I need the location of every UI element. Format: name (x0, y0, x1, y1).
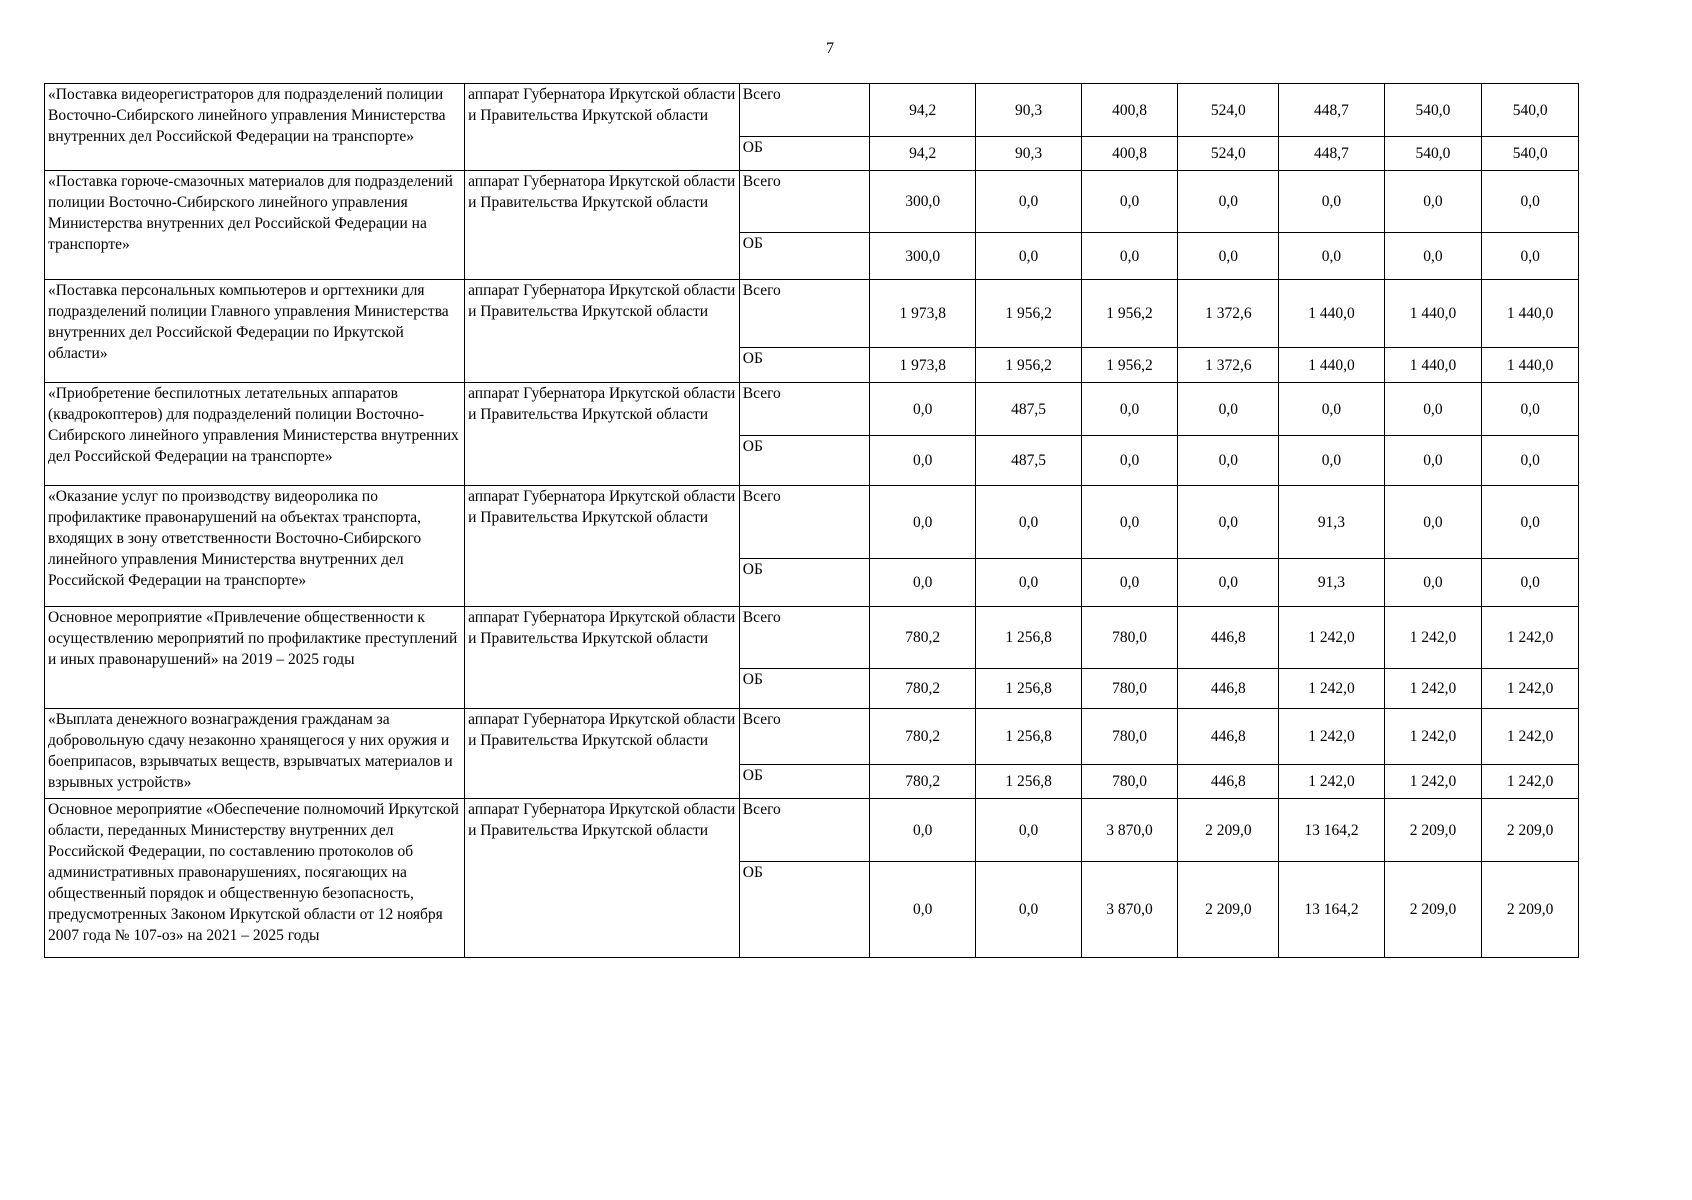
amount-cell: 2 209,0 (1482, 862, 1579, 958)
activity-name: «Оказание услуг по производству видеоролика по профилактике правонарушений на объектах транспорта, входящих в зону ответственности Восточно-Сибирского линейного управления Министерства внутренних дел Российской Федерации на транспорте» (45, 486, 465, 607)
amount-cell: 0,0 (1081, 559, 1178, 607)
amount-cell: 90,3 (976, 137, 1081, 171)
amount-cell: 780,2 (870, 709, 976, 765)
funding-source: ОБ (739, 559, 869, 607)
funding-source: Всего (739, 799, 869, 862)
amount-cell: 0,0 (1178, 559, 1279, 607)
amount-cell: 1 973,8 (870, 348, 976, 383)
amount-cell: 446,8 (1178, 669, 1279, 709)
amount-cell: 91,3 (1279, 559, 1384, 607)
amount-cell: 780,0 (1081, 709, 1178, 765)
amount-cell: 1 440,0 (1482, 280, 1579, 348)
amount-cell: 1 242,0 (1279, 765, 1384, 799)
amount-cell: 300,0 (870, 233, 976, 280)
amount-cell: 1 372,6 (1178, 348, 1279, 383)
amount-cell: 0,0 (870, 559, 976, 607)
amount-cell: 1 956,2 (976, 280, 1081, 348)
amount-cell: 1 242,0 (1482, 607, 1579, 669)
activity-name: «Поставка персональных компьютеров и оргтехники для подразделений полиции Главного управления Министерства внутренних дел Российской Федерации по Иркутской области» (45, 280, 465, 383)
amount-cell: 0,0 (1178, 486, 1279, 559)
amount-cell: 540,0 (1482, 137, 1579, 171)
amount-cell: 94,2 (870, 84, 976, 137)
amount-cell: 0,0 (1384, 171, 1482, 233)
table-row (45, 709, 1579, 765)
amount-cell: 2 209,0 (1384, 799, 1482, 862)
funding-source: ОБ (739, 137, 869, 171)
funding-source: Всего (739, 709, 869, 765)
amount-cell: 0,0 (976, 559, 1081, 607)
activity-name: «Поставка видеорегистраторов для подразделений полиции Восточно-Сибирского линейного управления Министерства внутренних дел Российской Федерации на транспорте» (45, 84, 465, 171)
amount-cell: 1 242,0 (1384, 669, 1482, 709)
amount-cell: 0,0 (1482, 171, 1579, 233)
amount-cell: 1 372,6 (1178, 280, 1279, 348)
amount-cell: 446,8 (1178, 709, 1279, 765)
amount-cell: 1 440,0 (1384, 348, 1482, 383)
amount-cell: 1 256,8 (976, 607, 1081, 669)
activity-name: «Поставка горюче-смазочных материалов для подразделений полиции Восточно-Сибирского линейного управления Министерства внутренних дел Российской Федерации на транспорте» (45, 171, 465, 280)
amount-cell: 0,0 (870, 383, 976, 436)
amount-cell: 540,0 (1384, 84, 1482, 137)
funding-source: ОБ (739, 669, 869, 709)
table-row (45, 280, 1579, 348)
executor: аппарат Губернатора Иркутской области и Правительства Иркутской области (465, 486, 740, 607)
amount-cell: 1 440,0 (1384, 280, 1482, 348)
amount-cell: 0,0 (976, 799, 1081, 862)
amount-cell: 1 242,0 (1384, 765, 1482, 799)
amount-cell: 1 242,0 (1482, 765, 1579, 799)
amount-cell: 1 973,8 (870, 280, 976, 348)
amount-cell: 0,0 (1482, 486, 1579, 559)
amount-cell: 13 164,2 (1279, 862, 1384, 958)
amount-cell: 0,0 (870, 486, 976, 559)
amount-cell: 0,0 (1384, 486, 1482, 559)
amount-cell: 1 956,2 (1081, 280, 1178, 348)
amount-cell: 0,0 (1279, 436, 1384, 486)
activity-name: Основное мероприятие «Обеспечение полномочий Иркутской области, переданных Министерству внутренних дел Российской Федерации, по составлению протоколов об административных правонарушениях, посягающих на общественный порядок и общественную безопасность, предусмотренных Законом Иркутской области от 12 ноября 2007 года № 107-оз» на 2021 – 2025 годы (45, 799, 465, 958)
amount-cell: 0,0 (1482, 233, 1579, 280)
amount-cell: 3 870,0 (1081, 862, 1178, 958)
funding-source: ОБ (739, 862, 869, 958)
amount-cell: 1 956,2 (976, 348, 1081, 383)
executor: аппарат Губернатора Иркутской области и Правительства Иркутской области (465, 171, 740, 280)
amount-cell: 0,0 (870, 436, 976, 486)
amount-cell: 13 164,2 (1279, 799, 1384, 862)
amount-cell: 1 242,0 (1279, 607, 1384, 669)
amount-cell: 1 242,0 (1279, 669, 1384, 709)
amount-cell: 1 242,0 (1279, 709, 1384, 765)
amount-cell: 2 209,0 (1178, 862, 1279, 958)
amount-cell: 487,5 (976, 383, 1081, 436)
amount-cell: 0,0 (1081, 436, 1178, 486)
amount-cell: 94,2 (870, 137, 976, 171)
amount-cell: 0,0 (1178, 233, 1279, 280)
executor: аппарат Губернатора Иркутской области и Правительства Иркутской области (465, 383, 740, 486)
amount-cell: 487,5 (976, 436, 1081, 486)
amount-cell: 1 440,0 (1482, 348, 1579, 383)
amount-cell: 1 242,0 (1482, 709, 1579, 765)
amount-cell: 780,0 (1081, 669, 1178, 709)
funding-source: ОБ (739, 436, 869, 486)
amount-cell: 0,0 (1482, 559, 1579, 607)
table-row (45, 171, 1579, 233)
amount-cell: 1 242,0 (1384, 709, 1482, 765)
amount-cell: 0,0 (976, 233, 1081, 280)
amount-cell: 0,0 (1081, 486, 1178, 559)
amount-cell: 1 956,2 (1081, 348, 1178, 383)
amount-cell: 1 256,8 (976, 709, 1081, 765)
amount-cell: 0,0 (1384, 436, 1482, 486)
amount-cell: 0,0 (1482, 436, 1579, 486)
amount-cell: 780,0 (1081, 607, 1178, 669)
amount-cell: 0,0 (1482, 383, 1579, 436)
amount-cell: 0,0 (1178, 436, 1279, 486)
amount-cell: 448,7 (1279, 137, 1384, 171)
activity-name: «Приобретение беспилотных летательных аппаратов (квадрокоптеров) для подразделений полиции Восточно-Сибирского линейного управления Министерства внутренних дел Российской Федерации на транспорте» (45, 383, 465, 486)
amount-cell: 446,8 (1178, 765, 1279, 799)
amount-cell: 524,0 (1178, 137, 1279, 171)
funding-source: ОБ (739, 233, 869, 280)
amount-cell: 400,8 (1081, 84, 1178, 137)
amount-cell: 0,0 (1178, 171, 1279, 233)
table-row (45, 607, 1579, 669)
amount-cell: 0,0 (976, 862, 1081, 958)
funding-source: Всего (739, 171, 869, 233)
amount-cell: 1 440,0 (1279, 280, 1384, 348)
page-number: 7 (826, 40, 834, 57)
amount-cell: 0,0 (1384, 233, 1482, 280)
amount-cell: 2 209,0 (1178, 799, 1279, 862)
executor: аппарат Губернатора Иркутской области и Правительства Иркутской области (465, 709, 740, 799)
amount-cell: 400,8 (1081, 137, 1178, 171)
amount-cell: 0,0 (976, 171, 1081, 233)
executor: аппарат Губернатора Иркутской области и Правительства Иркутской области (465, 799, 740, 958)
funding-source: Всего (739, 84, 869, 137)
table-row (45, 383, 1579, 436)
amount-cell: 0,0 (1279, 233, 1384, 280)
activity-name: Основное мероприятие «Привлечение общественности к осуществлению мероприятий по профилактике преступлений и иных правонарушений» на 2019 – 2025 годы (45, 607, 465, 709)
executor: аппарат Губернатора Иркутской области и Правительства Иркутской области (465, 84, 740, 171)
amount-cell: 524,0 (1178, 84, 1279, 137)
funding-source: Всего (739, 486, 869, 559)
amount-cell: 2 209,0 (1384, 862, 1482, 958)
amount-cell: 446,8 (1178, 607, 1279, 669)
amount-cell: 540,0 (1384, 137, 1482, 171)
amount-cell: 0,0 (1081, 233, 1178, 280)
funding-source: ОБ (739, 765, 869, 799)
funding-source: Всего (739, 607, 869, 669)
amount-cell: 0,0 (1178, 383, 1279, 436)
amount-cell: 0,0 (1081, 171, 1178, 233)
amount-cell: 0,0 (1279, 383, 1384, 436)
table-row (45, 486, 1579, 559)
amount-cell: 448,7 (1279, 84, 1384, 137)
amount-cell: 0,0 (870, 862, 976, 958)
amount-cell: 1 440,0 (1279, 348, 1384, 383)
amount-cell: 0,0 (1384, 559, 1482, 607)
amount-cell: 90,3 (976, 84, 1081, 137)
activity-name: «Выплата денежного вознаграждения гражданам за добровольную сдачу незаконно хранящегося у них оружия и боеприпасов, взрывчатых веществ, взрывчатых материалов и взрывных устройств» (45, 709, 465, 799)
amount-cell: 780,0 (1081, 765, 1178, 799)
amount-cell: 1 242,0 (1384, 607, 1482, 669)
funding-source: Всего (739, 280, 869, 348)
budget-table (44, 83, 1579, 958)
amount-cell: 91,3 (1279, 486, 1384, 559)
amount-cell: 2 209,0 (1482, 799, 1579, 862)
amount-cell: 780,2 (870, 669, 976, 709)
amount-cell: 540,0 (1482, 84, 1579, 137)
amount-cell: 0,0 (870, 799, 976, 862)
amount-cell: 0,0 (1384, 383, 1482, 436)
funding-source: ОБ (739, 348, 869, 383)
amount-cell: 1 256,8 (976, 669, 1081, 709)
amount-cell: 1 242,0 (1482, 669, 1579, 709)
amount-cell: 0,0 (1279, 171, 1384, 233)
funding-source: Всего (739, 383, 869, 436)
amount-cell: 1 256,8 (976, 765, 1081, 799)
table-row (45, 84, 1579, 137)
amount-cell: 300,0 (870, 171, 976, 233)
amount-cell: 3 870,0 (1081, 799, 1178, 862)
amount-cell: 780,2 (870, 607, 976, 669)
amount-cell: 0,0 (1081, 383, 1178, 436)
table-row (45, 799, 1579, 862)
amount-cell: 780,2 (870, 765, 976, 799)
amount-cell: 0,0 (976, 486, 1081, 559)
executor: аппарат Губернатора Иркутской области и Правительства Иркутской области (465, 607, 740, 709)
executor: аппарат Губернатора Иркутской области и Правительства Иркутской области (465, 280, 740, 383)
